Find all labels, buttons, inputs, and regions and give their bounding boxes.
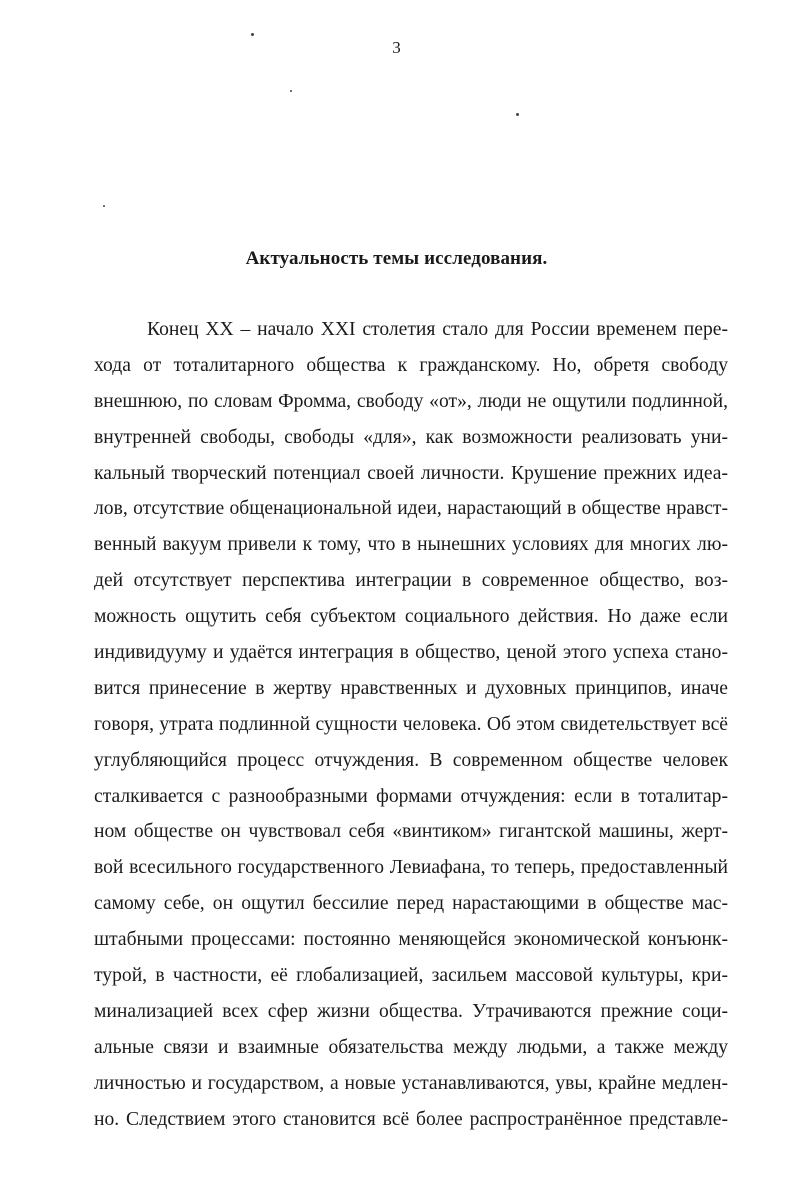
text-line: турой, в частности, её глобализацией, засильем массовой культуры, кри-	[94, 965, 728, 987]
page-number: 3	[392, 38, 401, 57]
text-line: дей отсутствует перспектива интеграции в современное общество, воз-	[94, 570, 728, 592]
text-line: альные связи и взаимные обязательства между людьми, а также между	[94, 1036, 728, 1058]
scan-speck	[516, 113, 519, 116]
text-line: вой всесильного государственного Левиафана, то теперь, предоставленный	[94, 857, 728, 879]
text-line: индивидууму и удаётся интеграция в общество, ценой этого успеха стано-	[94, 642, 728, 664]
text-line: внутренней свободы, свободы «для», как возможности реализовать уни-	[94, 426, 728, 448]
text-line: сталкивается с разнообразными формами отчуждения: если в тоталитар-	[94, 785, 728, 807]
text-line: кальный творческий потенциал своей личности. Крушение прежних идеа-	[94, 462, 728, 484]
scan-speck	[290, 90, 292, 92]
text-line: личностью и государством, а новые устанавливаются, увы, крайне медлен-	[94, 1072, 728, 1094]
text-line: самому себе, он ощутил бессилие перед нарастающими в обществе мас-	[94, 893, 728, 915]
scan-speck	[103, 205, 105, 207]
text-line: ном обществе он чувствовал себя «винтиком» гигантской машины, жерт-	[94, 821, 728, 843]
body-paragraph	[94, 312, 728, 1137]
text-line: внешнюю, по словам Фромма, свободу «от», люди не ощутили подлинной,	[94, 390, 728, 412]
section-heading: Актуальность темы исследования.	[245, 248, 548, 269]
text-line: штабными процессами: постоянно меняющейся экономической конъюнк-	[94, 929, 728, 951]
text-line: хода от тоталитарного общества к гражданскому. Но, обретя свободу	[94, 354, 728, 376]
text-line: лов, отсутствие общенациональной идеи, нарастающий в обществе нравст-	[94, 498, 728, 520]
text-line: углубляющийся процесс отчуждения. В современном обществе человек	[94, 749, 728, 771]
text-line: минализацией всех сфер жизни общества. Утрачиваются прежние соци-	[94, 1000, 728, 1022]
text-line: венный вакуум привели к тому, что в нынешних условиях для многих лю-	[94, 534, 728, 556]
text-line: но. Следствием этого становится всё более распространённое представле-	[94, 1108, 728, 1130]
text-line: Конец XX – начало XXI столетия стало для России временем пере-	[147, 319, 728, 340]
scan-speck	[251, 33, 254, 36]
text-line: вится принесение в жертву нравственных и духовных принципов, иначе	[94, 677, 728, 699]
text-line: говоря, утрата подлинной сущности человека. Об этом свидетельствует всё	[94, 713, 728, 735]
text-line: можность ощутить себя субъектом социального действия. Но даже если	[94, 606, 728, 628]
